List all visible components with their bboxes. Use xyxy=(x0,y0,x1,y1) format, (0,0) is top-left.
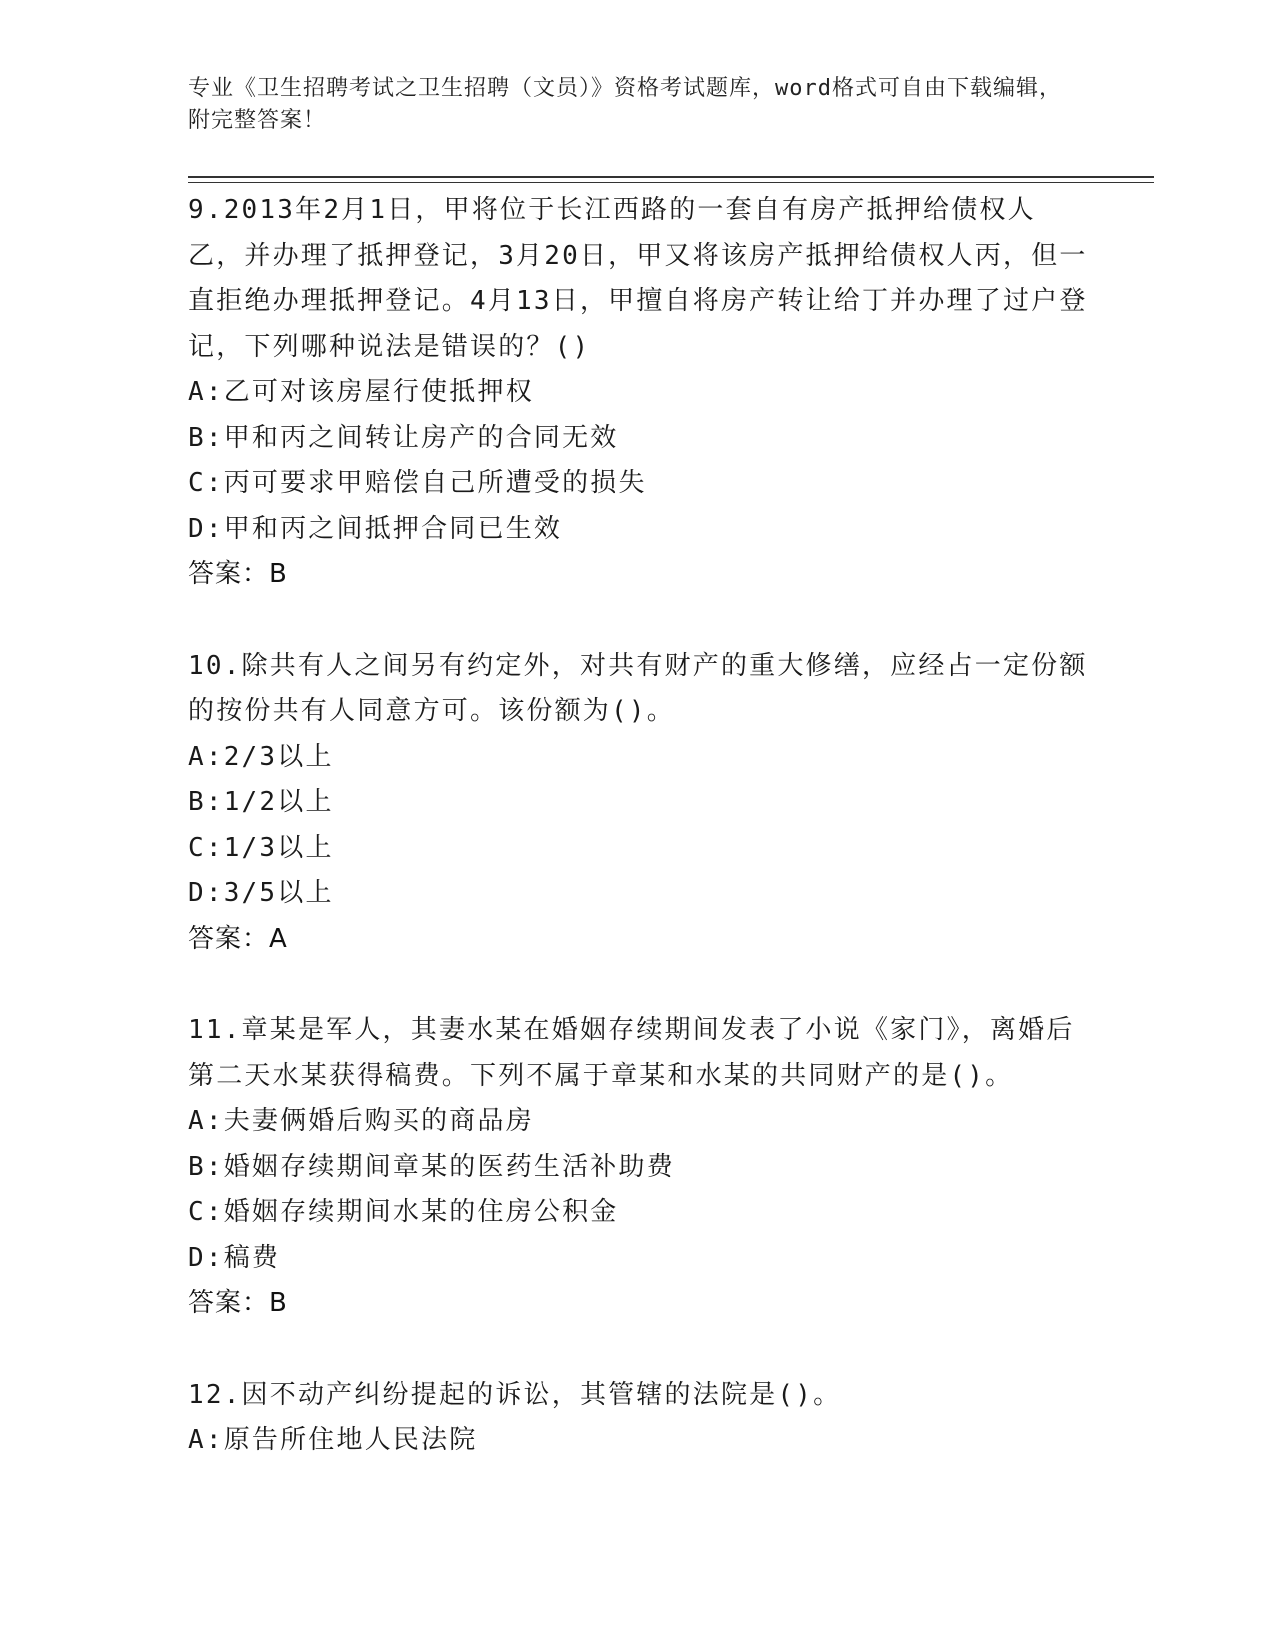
option-d: D:甲和丙之间抵押合同已生效 xyxy=(188,513,563,544)
option-b: B:甲和丙之间转让房产的合同无效 xyxy=(188,422,619,453)
option-a: A:乙可对该房屋行使抵押权 xyxy=(188,377,534,407)
question-11 xyxy=(188,1008,1088,1327)
header-divider-thin xyxy=(188,182,1154,183)
header-note: 专业《卫生招聘考试之卫生招聘（文员）》资格考试题库，word格式可自由下载编辑，附完整答案！ xyxy=(188,76,1062,133)
answer-line: 答案：B xyxy=(188,559,288,589)
question-text: 9.2013年2月1日，甲将位于长江西路的一套自有房产抵押给债权人乙，并办理了抵押登记，3月20日，甲又将该房产抵押给债权人丙，但一直拒绝办理抵押登记。4月13日，甲擅自将房产转让给丁并办理了过户登记，下列哪种说法是错误的？() xyxy=(188,195,1088,362)
question-text: 11.章某是军人，其妻水某在婚姻存续期间发表了小说《家门》，离婚后第二天水某获得稿费。下列不属于章某和水某的共同财产的是()。 xyxy=(188,1015,1075,1091)
option-a: A:2/3以上 xyxy=(188,741,334,772)
option-d: D:稿费 xyxy=(188,1242,281,1273)
answer-line: 答案：A xyxy=(188,923,288,954)
option-a: A:夫妻俩婚后购买的商品房 xyxy=(188,1106,534,1136)
option-a: A:原告所住地人民法院 xyxy=(188,1425,478,1455)
question-text: 12.因不动产纠纷提起的诉讼，其管辖的法院是()。 xyxy=(188,1379,842,1410)
question-list xyxy=(188,188,1088,1510)
question-text: 10.除共有人之间另有约定外，对共有财产的重大修缮，应经占一定份额的按份共有人同意方可。该份额为()。 xyxy=(188,650,1088,726)
option-c: C:1/3以上 xyxy=(188,832,334,863)
question-12 xyxy=(188,1373,1088,1464)
option-b: B:1/2以上 xyxy=(188,787,334,817)
option-d: D:3/5以上 xyxy=(188,878,334,908)
question-10 xyxy=(188,644,1088,963)
option-c: C:婚姻存续期间水某的住房公积金 xyxy=(188,1197,619,1227)
answer-line: 答案：B xyxy=(188,1288,288,1318)
header-divider xyxy=(188,176,1154,178)
question-9 xyxy=(188,188,1088,598)
option-b: B:婚姻存续期间章某的医药生活补助费 xyxy=(188,1151,675,1182)
option-c: C:丙可要求甲赔偿自己所遭受的损失 xyxy=(188,468,647,498)
